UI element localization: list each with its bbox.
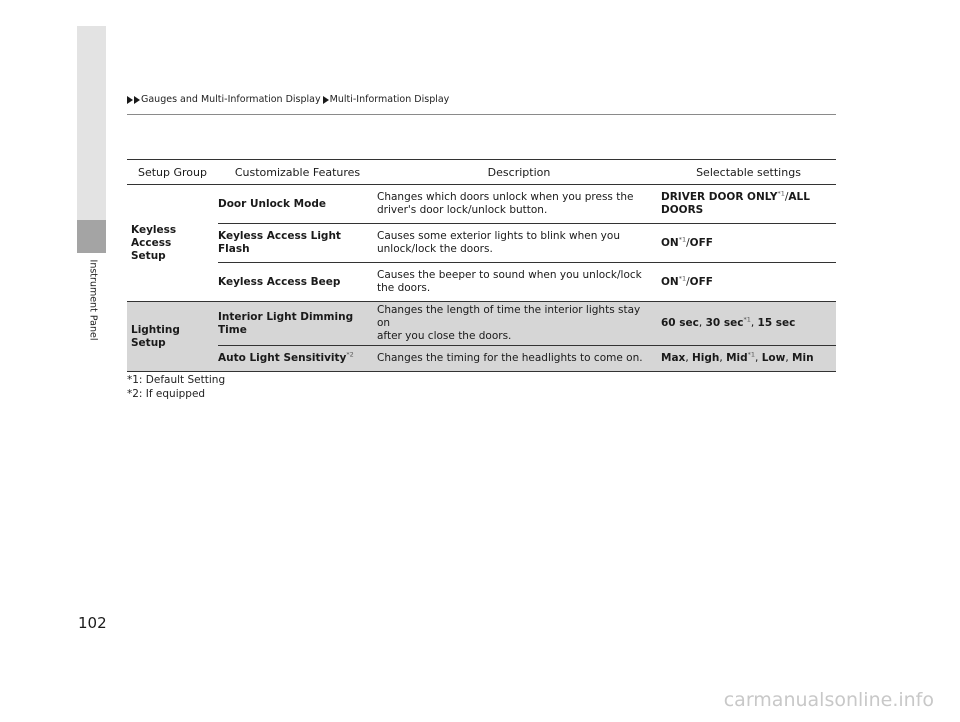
column-header: Description <box>377 160 661 185</box>
feature-name: Keyless Access Light Flash <box>218 224 377 263</box>
column-header: Selectable settings <box>661 160 836 185</box>
page-number: 102 <box>78 614 107 632</box>
table-header-row <box>127 160 836 185</box>
selectable-settings: ON$^{*1}$/OFF <box>661 224 836 263</box>
table-row <box>127 263 836 302</box>
chapter-tab-marker <box>77 220 106 253</box>
feature-name: Keyless Access Beep <box>218 263 377 302</box>
watermark: carmanualsonline.info <box>723 689 934 711</box>
settings-table <box>127 159 836 372</box>
column-header: Customizable Features <box>218 160 377 185</box>
feature-description: Changes which doors unlock when you press the driver's door lock/unlock button. <box>377 185 661 224</box>
arrow-right-icon <box>127 96 133 104</box>
breadcrumb <box>127 94 451 105</box>
selectable-settings: ON$^{*1}$/OFF <box>661 263 836 302</box>
selectable-settings: Max, High, Mid$^{*1}$, Low, Min <box>661 346 836 372</box>
column-header: Setup Group <box>127 160 218 185</box>
table-row <box>127 302 836 346</box>
arrow-right-icon <box>134 96 140 104</box>
chapter-label: Instrument Panel <box>87 259 99 341</box>
setup-group-lighting: Lighting Setup <box>127 302 218 372</box>
selectable-settings: 60 sec, 30 $\sec^{*1}$, 15 sec <box>661 302 836 346</box>
feature-description: Changes the length of time the interior lights stay on after you close the doors. <box>377 302 661 346</box>
feature-name: Door Unlock Mode <box>218 185 377 224</box>
header-rule <box>127 114 836 115</box>
feature-description: Causes some exterior lights to blink when you unlock/lock the doors. <box>377 224 661 263</box>
footnotes <box>127 374 225 401</box>
feature-description: Changes the timing for the headlights to come on. <box>377 346 661 372</box>
setup-group-keyless: Keyless Access Setup <box>127 185 218 302</box>
footnote: *1: Default Setting <box>127 374 226 386</box>
breadcrumb-item[interactable]: Multi-Information Display <box>329 94 450 105</box>
table-row <box>127 224 836 263</box>
chapter-tab <box>77 26 106 253</box>
arrow-right-icon <box>323 96 329 104</box>
feature-name: Auto Light Sensitivity$^{*2}$ <box>218 346 377 372</box>
table-row <box>127 346 836 372</box>
footnote: *2: If equipped <box>127 387 206 400</box>
feature-name: Interior Light Dimming Time <box>218 302 377 346</box>
feature-description: Causes the beeper to sound when you unlock/lock the doors. <box>377 263 661 302</box>
breadcrumb-item[interactable]: Gauges and Multi-Information Display <box>141 94 321 105</box>
table-row <box>127 185 836 224</box>
selectable-settings: DRIVER DOOR ONLY$^{*1}$/ALL DOORS <box>661 185 836 224</box>
